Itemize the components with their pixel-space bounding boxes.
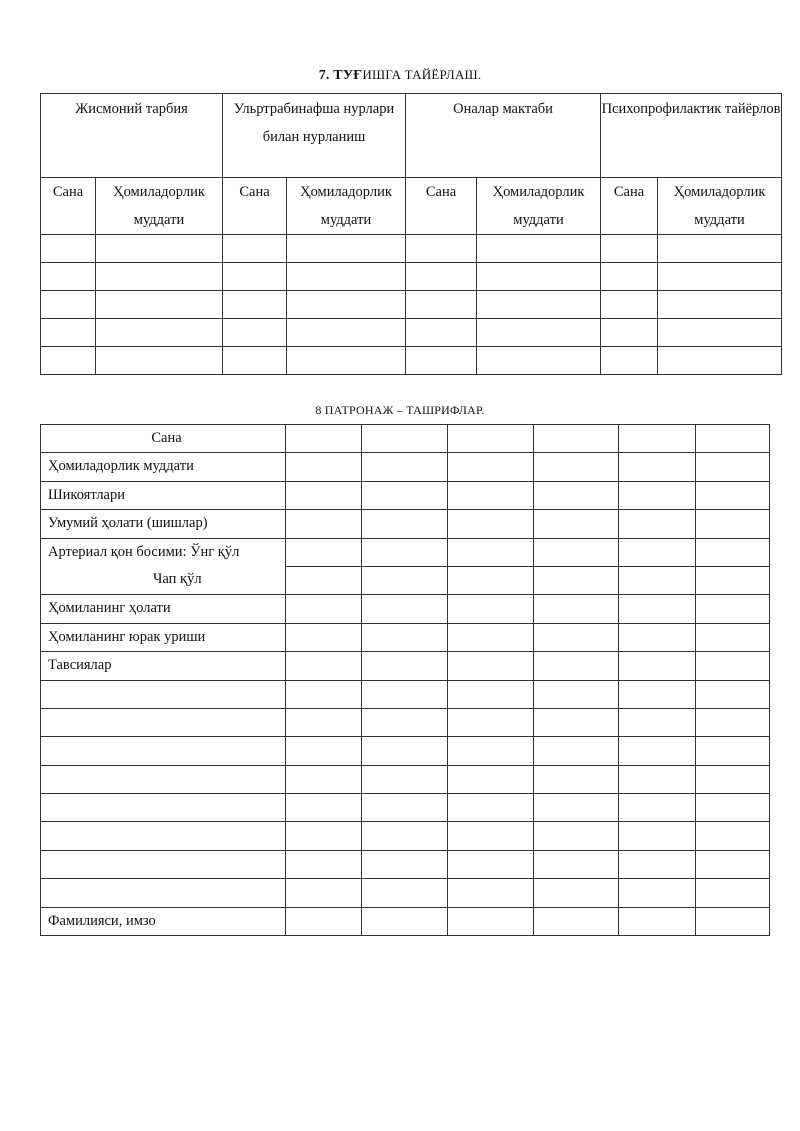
entry-cell[interactable] [286, 680, 362, 708]
entry-cell[interactable] [658, 235, 782, 263]
entry-cell[interactable] [534, 510, 619, 538]
entry-cell[interactable] [601, 319, 658, 347]
entry-cell[interactable] [448, 794, 534, 822]
table-row [41, 538, 770, 566]
entry-cell[interactable] [477, 263, 601, 291]
entry-cell[interactable] [696, 425, 770, 453]
entry-cell[interactable] [658, 263, 782, 291]
entry-cell[interactable] [619, 481, 696, 509]
entry-cell[interactable] [448, 510, 534, 538]
entry-cell[interactable] [41, 680, 286, 708]
entry-cell[interactable] [41, 822, 286, 850]
table-row [41, 652, 770, 680]
entry-cell[interactable] [534, 794, 619, 822]
sub-header-date: Сана [41, 178, 96, 235]
table-row [41, 425, 770, 453]
sub-header-term: Ҳомиладорлик муддати [477, 178, 601, 235]
entry-cell[interactable] [223, 263, 287, 291]
table-row [41, 510, 770, 538]
entry-cell[interactable] [619, 794, 696, 822]
group-header-uv: Ульртрабинафша нурлари билан нурланиш [223, 94, 406, 178]
entry-cell[interactable] [406, 319, 477, 347]
entry-cell[interactable] [448, 850, 534, 878]
entry-cell[interactable] [619, 538, 696, 566]
table-row [41, 850, 770, 878]
entry-cell[interactable] [362, 510, 448, 538]
sub-header-date: Сана [223, 178, 287, 235]
table-row [41, 708, 770, 736]
entry-cell[interactable] [286, 907, 362, 935]
row-label-term: Ҳомиладорлик муддати [41, 453, 286, 481]
entry-cell[interactable] [287, 347, 406, 375]
entry-cell[interactable] [534, 765, 619, 793]
entry-cell[interactable] [696, 907, 770, 935]
entry-cell[interactable] [534, 595, 619, 623]
entry-cell[interactable] [619, 850, 696, 878]
entry-cell[interactable] [286, 481, 362, 509]
entry-cell[interactable] [362, 794, 448, 822]
group-header-psychoprophylactic: Психопрофилактик тайёрлов [601, 94, 782, 178]
table-row [41, 765, 770, 793]
entry-cell[interactable] [362, 453, 448, 481]
entry-cell[interactable] [534, 850, 619, 878]
entry-cell[interactable] [534, 708, 619, 736]
entry-cell[interactable] [601, 263, 658, 291]
entry-cell[interactable] [619, 708, 696, 736]
entry-cell[interactable] [96, 291, 223, 319]
entry-cell[interactable] [534, 680, 619, 708]
entry-cell[interactable] [406, 263, 477, 291]
table-row [41, 595, 770, 623]
table-row [41, 481, 770, 509]
entry-cell[interactable] [534, 566, 619, 594]
entry-cell[interactable] [619, 425, 696, 453]
entry-cell[interactable] [286, 453, 362, 481]
entry-cell[interactable] [41, 347, 96, 375]
entry-cell[interactable] [406, 347, 477, 375]
group-header-mothers-school: Оналар мактаби [406, 94, 601, 178]
table-row [41, 623, 770, 651]
row-label-date: Сана [41, 425, 286, 453]
entry-cell[interactable] [286, 623, 362, 651]
entry-cell[interactable] [362, 652, 448, 680]
entry-cell[interactable] [362, 907, 448, 935]
table-row [41, 263, 782, 291]
entry-cell[interactable] [696, 595, 770, 623]
entry-cell[interactable] [696, 566, 770, 594]
entry-cell[interactable] [41, 263, 96, 291]
entry-cell[interactable] [362, 708, 448, 736]
sub-header-term: Ҳомиладорлик муддати [96, 178, 223, 235]
entry-cell[interactable] [696, 879, 770, 907]
entry-cell[interactable] [601, 347, 658, 375]
entry-cell[interactable] [286, 708, 362, 736]
entry-cell[interactable] [448, 708, 534, 736]
entry-cell[interactable] [223, 291, 287, 319]
entry-cell[interactable] [448, 538, 534, 566]
row-label-recommendations: Тавсиялар [41, 652, 286, 680]
entry-cell[interactable] [534, 737, 619, 765]
patronage-visits-table [40, 424, 770, 936]
table-row [41, 879, 770, 907]
table-row [41, 453, 770, 481]
entry-cell[interactable] [448, 907, 534, 935]
entry-cell[interactable] [619, 765, 696, 793]
entry-cell[interactable] [696, 765, 770, 793]
entry-cell[interactable] [41, 235, 96, 263]
entry-cell[interactable] [696, 453, 770, 481]
entry-cell[interactable] [362, 879, 448, 907]
row-label-signature: Фамилияси, имзо [41, 907, 286, 935]
entry-cell[interactable] [619, 595, 696, 623]
entry-cell[interactable] [477, 235, 601, 263]
entry-cell[interactable] [448, 566, 534, 594]
entry-cell[interactable] [287, 235, 406, 263]
row-label-bp-left: Чап қўл [41, 566, 286, 594]
entry-cell[interactable] [696, 623, 770, 651]
entry-cell[interactable] [619, 822, 696, 850]
entry-cell[interactable] [696, 822, 770, 850]
table-row [41, 907, 770, 935]
sub-header-term: Ҳомиладорлик муддати [287, 178, 406, 235]
entry-cell[interactable] [696, 652, 770, 680]
entry-cell[interactable] [448, 623, 534, 651]
entry-cell[interactable] [696, 510, 770, 538]
entry-cell[interactable] [223, 347, 287, 375]
entry-cell[interactable] [223, 235, 287, 263]
entry-cell[interactable] [41, 291, 96, 319]
entry-cell[interactable] [448, 737, 534, 765]
entry-cell[interactable] [477, 319, 601, 347]
entry-cell[interactable] [286, 538, 362, 566]
entry-cell[interactable] [477, 291, 601, 319]
table-row [41, 235, 782, 263]
entry-cell[interactable] [601, 235, 658, 263]
entry-cell[interactable] [362, 850, 448, 878]
entry-cell[interactable] [448, 680, 534, 708]
entry-cell[interactable] [286, 879, 362, 907]
entry-cell[interactable] [696, 481, 770, 509]
table-row [41, 319, 782, 347]
entry-cell[interactable] [534, 879, 619, 907]
entry-cell[interactable] [286, 737, 362, 765]
entry-cell[interactable] [448, 822, 534, 850]
entry-cell[interactable] [696, 737, 770, 765]
row-label-fetus-heart: Ҳомиланинг юрак уриши [41, 623, 286, 651]
entry-cell[interactable] [534, 907, 619, 935]
entry-cell[interactable] [362, 566, 448, 594]
entry-cell[interactable] [286, 850, 362, 878]
entry-cell[interactable] [534, 425, 619, 453]
entry-cell[interactable] [96, 235, 223, 263]
entry-cell[interactable] [362, 737, 448, 765]
entry-cell[interactable] [448, 481, 534, 509]
sub-header-date: Сана [601, 178, 658, 235]
entry-cell[interactable] [619, 879, 696, 907]
section7-title-number: 7. ТУҒ [318, 68, 363, 83]
table-row [41, 291, 782, 319]
sub-header-date: Сана [406, 178, 477, 235]
entry-cell[interactable] [223, 319, 287, 347]
entry-cell[interactable] [286, 595, 362, 623]
entry-cell[interactable] [286, 566, 362, 594]
table-row [41, 680, 770, 708]
row-label-fetus-state: Ҳомиланинг ҳолати [41, 595, 286, 623]
entry-cell[interactable] [658, 319, 782, 347]
entry-cell[interactable] [448, 595, 534, 623]
entry-cell[interactable] [477, 347, 601, 375]
entry-cell[interactable] [619, 566, 696, 594]
entry-cell[interactable] [286, 652, 362, 680]
entry-cell[interactable] [362, 425, 448, 453]
table-row [41, 822, 770, 850]
entry-cell[interactable] [696, 850, 770, 878]
entry-cell[interactable] [362, 595, 448, 623]
entry-cell[interactable] [696, 680, 770, 708]
entry-cell[interactable] [362, 623, 448, 651]
entry-cell[interactable] [96, 347, 223, 375]
entry-cell[interactable] [362, 481, 448, 509]
sub-header-term: Ҳомиладорлик муддати [658, 178, 782, 235]
entry-cell[interactable] [619, 510, 696, 538]
section8-title: 8 ПАТРОНАЖ – ТАШРИФЛАР. [315, 403, 485, 417]
entry-cell[interactable] [619, 737, 696, 765]
entry-cell[interactable] [362, 765, 448, 793]
entry-cell[interactable] [41, 737, 286, 765]
entry-cell[interactable] [448, 453, 534, 481]
entry-cell[interactable] [619, 652, 696, 680]
entry-cell[interactable] [619, 623, 696, 651]
section7-title-rest: ИШГА ТАЙЁРЛАШ. [362, 67, 482, 82]
entry-cell[interactable] [41, 794, 286, 822]
entry-cell[interactable] [696, 538, 770, 566]
entry-cell[interactable] [286, 765, 362, 793]
table-row [41, 737, 770, 765]
entry-cell[interactable] [534, 822, 619, 850]
entry-cell[interactable] [362, 822, 448, 850]
entry-cell[interactable] [448, 765, 534, 793]
entry-cell[interactable] [362, 680, 448, 708]
entry-cell[interactable] [448, 652, 534, 680]
entry-cell[interactable] [286, 822, 362, 850]
entry-cell[interactable] [41, 319, 96, 347]
entry-cell[interactable] [448, 425, 534, 453]
section7-title [0, 67, 800, 84]
entry-cell[interactable] [287, 291, 406, 319]
entry-cell[interactable] [41, 765, 286, 793]
entry-cell[interactable] [41, 879, 286, 907]
row-label-general-state: Умумий ҳолати (шишлар) [41, 510, 286, 538]
entry-cell[interactable] [41, 850, 286, 878]
entry-cell[interactable] [619, 453, 696, 481]
entry-cell[interactable] [696, 708, 770, 736]
entry-cell[interactable] [534, 623, 619, 651]
entry-cell[interactable] [96, 319, 223, 347]
table-row [41, 794, 770, 822]
entry-cell[interactable] [534, 538, 619, 566]
row-label-bp-right: Артериал қон босими: Ўнг қўл [41, 538, 286, 566]
entry-cell[interactable] [362, 538, 448, 566]
group-header-physical: Жисмоний тарбия [41, 94, 223, 178]
table-row [41, 347, 782, 375]
entry-cell[interactable] [658, 347, 782, 375]
entry-cell[interactable] [41, 708, 286, 736]
row-label-complaints: Шикоятлари [41, 481, 286, 509]
entry-cell[interactable] [619, 907, 696, 935]
table-row [41, 566, 770, 594]
entry-cell[interactable] [658, 291, 782, 319]
entry-cell[interactable] [534, 453, 619, 481]
entry-cell[interactable] [286, 425, 362, 453]
entry-cell[interactable] [601, 291, 658, 319]
entry-cell[interactable] [619, 680, 696, 708]
entry-cell[interactable] [406, 235, 477, 263]
entry-cell[interactable] [286, 510, 362, 538]
entry-cell[interactable] [448, 879, 534, 907]
entry-cell[interactable] [96, 263, 223, 291]
entry-cell[interactable] [534, 481, 619, 509]
birth-preparation-table [40, 93, 782, 375]
entry-cell[interactable] [287, 319, 406, 347]
entry-cell[interactable] [534, 652, 619, 680]
entry-cell[interactable] [286, 794, 362, 822]
entry-cell[interactable] [406, 291, 477, 319]
entry-cell[interactable] [696, 794, 770, 822]
entry-cell[interactable] [287, 263, 406, 291]
